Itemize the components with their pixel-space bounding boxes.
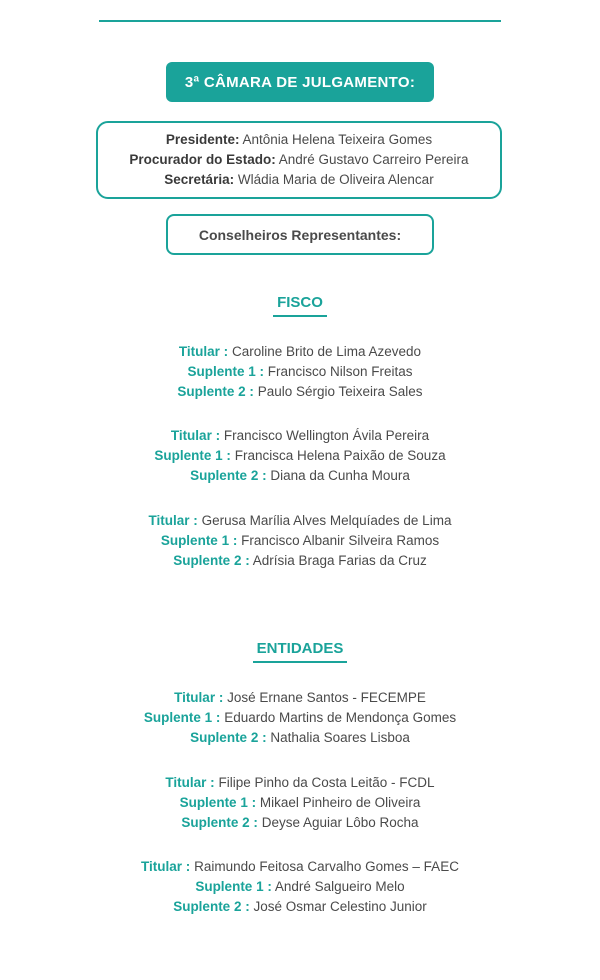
suplente1-row: [0, 708, 600, 728]
suplente1-name: André Salgueiro Melo: [274, 879, 405, 894]
suplente1-name: Eduardo Martins de Mendonça Gomes: [224, 710, 457, 725]
official-row: Procurador do Estado: André Gustavo Carreiro Pereira: [129, 152, 469, 167]
titular-row: [0, 511, 600, 531]
suplente1-label: Suplente 1 :: [160, 533, 238, 548]
titular-name: Gerusa Marília Alves Melquíades de Lima: [201, 513, 452, 528]
suplente1-name: Francisco Albanir Silveira Ramos: [241, 533, 440, 548]
titular-row: [0, 426, 600, 446]
official-role: Secretária: [164, 172, 230, 187]
top-divider: [99, 20, 501, 22]
titular-name: Raimundo Feitosa Carvalho Gomes – FAEC: [194, 859, 459, 874]
suplente2-row: [0, 897, 600, 917]
suplente1-label: Suplente 1 :: [187, 364, 264, 379]
suplente1-name: Francisca Helena Paixão de Souza: [234, 448, 446, 463]
official-name: André Gustavo Carreiro Pereira: [278, 152, 469, 167]
representatives-label: Conselheiros Representantes:: [166, 214, 434, 255]
suplente1-label: Suplente 1 :: [195, 879, 272, 894]
titular-name: José Ernane Santos - FECEMPE: [227, 690, 426, 705]
section-heading-fisco: [0, 294, 600, 317]
suplente2-label: Suplente 2 :: [177, 384, 254, 399]
official-name: Antônia Helena Teixeira Gomes: [242, 132, 433, 147]
suplente2-name: José Osmar Celestino Junior: [253, 899, 427, 914]
section-heading-text: ENTIDADES: [253, 640, 348, 663]
member-group: [0, 511, 600, 571]
suplente2-label: Suplente 2 :: [173, 553, 250, 568]
suplente1-row: [0, 446, 600, 466]
suplente1-name: Mikael Pinheiro de Oliveira: [259, 795, 421, 810]
official-row: Secretária: Wládia Maria de Oliveira Alencar: [164, 172, 434, 187]
titular-label: Titular :: [165, 775, 215, 790]
suplente1-row: [0, 362, 600, 382]
suplente2-name: Diana da Cunha Moura: [270, 468, 410, 483]
suplente2-row: [0, 551, 600, 571]
official-name: Wládia Maria de Oliveira Alencar: [237, 172, 434, 187]
suplente2-row: [0, 728, 600, 748]
suplente1-label: Suplente 1 :: [179, 795, 257, 810]
suplente2-label: Suplente 2 :: [181, 815, 258, 830]
suplente2-label: Suplente 2 :: [190, 730, 267, 745]
titular-row: [0, 857, 600, 877]
member-group: [0, 773, 600, 833]
official-role: Presidente: [165, 132, 235, 147]
titular-label: Titular :: [141, 859, 191, 874]
titular-name: Francisco Wellington Ávila Pereira: [223, 428, 430, 443]
suplente1-name: Francisco Nilson Freitas: [267, 364, 413, 379]
suplente2-name: Adrísia Braga Farias da Cruz: [252, 553, 427, 568]
section-heading-entidades: [0, 640, 600, 663]
official-role: Procurador do Estado: [129, 152, 272, 167]
suplente2-name: Deyse Aguiar Lôbo Rocha: [261, 815, 419, 830]
member-group: [0, 342, 600, 402]
chamber-title: 3ª CÂMARA DE JULGAMENTO:: [166, 62, 434, 102]
titular-label: Titular :: [170, 428, 221, 443]
suplente2-row: [0, 382, 600, 402]
member-group: [0, 688, 600, 748]
section-heading-text: FISCO: [273, 294, 327, 317]
suplente2-name: Nathalia Soares Lisboa: [270, 730, 410, 745]
suplente1-label: Suplente 1 :: [154, 448, 231, 463]
titular-label: Titular :: [174, 690, 224, 705]
titular-label: Titular :: [148, 513, 198, 528]
suplente2-name: Paulo Sérgio Teixeira Sales: [257, 384, 423, 399]
official-row: Presidente: Antônia Helena Teixeira Gomes: [165, 132, 433, 147]
member-group: [0, 857, 600, 917]
suplente2-label: Suplente 2 :: [173, 899, 250, 914]
member-group: [0, 426, 600, 486]
titular-row: [0, 342, 600, 362]
titular-row: [0, 773, 600, 793]
suplente1-row: [0, 877, 600, 897]
officials-box: [96, 121, 502, 199]
suplente1-row: [0, 793, 600, 813]
titular-name: Caroline Brito de Lima Azevedo: [231, 344, 422, 359]
titular-row: [0, 688, 600, 708]
suplente2-row: [0, 466, 600, 486]
titular-label: Titular :: [178, 344, 229, 359]
suplente2-label: Suplente 2 :: [190, 468, 267, 483]
suplente2-row: [0, 813, 600, 833]
titular-name: Filipe Pinho da Costa Leitão - FCDL: [218, 775, 435, 790]
suplente1-label: Suplente 1 :: [143, 710, 221, 725]
suplente1-row: [0, 531, 600, 551]
